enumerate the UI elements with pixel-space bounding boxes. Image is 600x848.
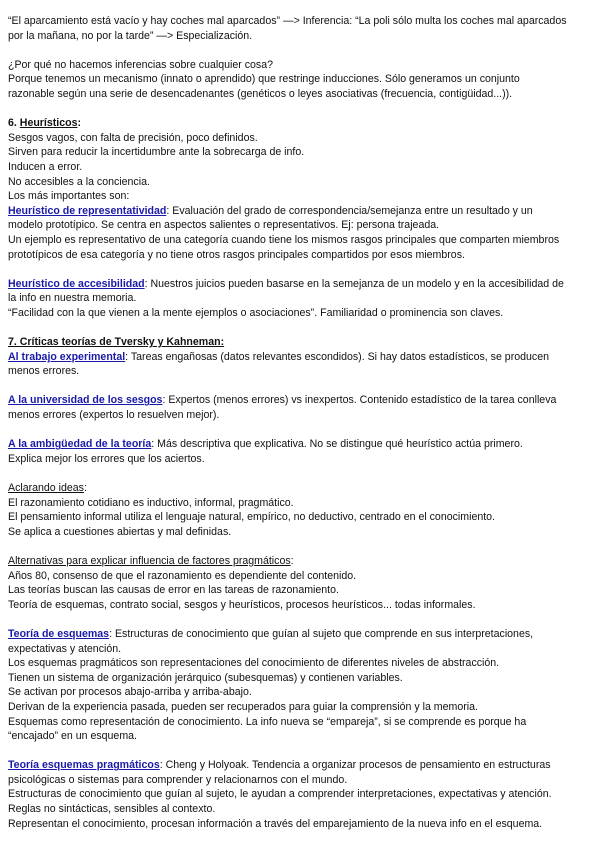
term-link-representatividad[interactable]: Heurístico de representatividad — [8, 204, 167, 217]
intro-example — [8, 14, 592, 43]
text-line: “El aparcamiento está vacío y hay coches mal aparcados” —> Inferencia: “La poli sólo multa los coches mal aparcados — [8, 15, 567, 27]
section-criticas — [8, 335, 592, 379]
text-line: psicológicas o sistemas para comprender y relacionarnos con el mundo. — [8, 773, 348, 786]
text-line: Esquemas como representación de conocimiento. La info nueva se “empareja”, si se comprende es porque ha — [8, 715, 527, 728]
text-line: Derivan de la experiencia pasada, pueden ser recuperados para guiar la comprensión y la memoria. — [8, 700, 478, 713]
text-line: Teoría de esquemas, contrato social, sesgos y heurísticos, procesos heurísticos... todas informales. — [8, 598, 476, 611]
text-line: Estructuras de conocimiento que guían al sujeto, le ayudan a comprender interpretaciones, expectativas y atención. — [8, 788, 552, 801]
text-line: modelo prototípico. Se centra en aspectos salientes o representativos. Ej: persona trajeada. — [8, 219, 440, 232]
term-link-ambiguedad[interactable]: A la ambigüedad de la teoría — [8, 438, 152, 451]
text-line: menos errores (expertos lo resuelven mejor). — [8, 409, 220, 422]
section-alternativas — [8, 554, 592, 612]
text-line: razonable según una serie de desencadenantes (genéticos o leyes asociativas (frecuencia, contigüidad...)). — [8, 87, 513, 100]
text-line: expectativas y atención. — [8, 642, 122, 655]
text-line: Sirven para reducir la incertidumbre ante la sobrecarga de info. — [8, 146, 305, 159]
section-heading: 7. Críticas teorías de Tversky y Kahneman: — [8, 336, 225, 349]
term-link-trabajo-experimental[interactable]: Al trabajo experimental — [8, 350, 126, 363]
text-line: la info en nuestra memoria. — [8, 292, 137, 305]
section-heuristicos — [8, 116, 592, 262]
text-line: Porque tenemos un mecanismo (innato o aprendido) que restringe inducciones. Sólo generamos un conjunto — [8, 73, 520, 86]
text-line: No accesibles a la conciencia. — [8, 175, 150, 188]
critica-ambiguedad: A la ambigüedad de la teoría: Más descriptiva que explicativa. No se distingue qué heurístico actúa primero. Explica mejor los errores que los aciertos. — [8, 437, 592, 466]
section-heading: 6. Heurísticos: — [8, 117, 82, 130]
subsection-heading: Alternativas para explicar influencia de factores pragmáticos: — [8, 554, 294, 567]
text-line: Se aplica a cuestiones abiertas y mal definidas. — [8, 525, 232, 538]
critica-item: Al trabajo experimental: Tareas engañosas (datos relevantes escondidos). Si hay datos estadísticos, se producen — [8, 350, 549, 363]
text-line: Un ejemplo es representativo de una categoría cuando tiene los mismos rasgos principales que comparten miembros — [8, 233, 560, 246]
text-line: menos errores. — [8, 365, 80, 378]
text-line: “encajado” en un esquema. — [8, 730, 137, 743]
paragraph-representatividad: Heurístico de representatividad: Evaluación del grado de correspondencia/semejanza entre un resultado y un — [8, 204, 533, 217]
critica-universidad: A la universidad de los sesgos: Expertos (menos errores) vs inexpertos. Contenido estadístico de la tarea conlleva menos errores (expertos lo resuelven mejor). — [8, 393, 592, 422]
term-link-teoria-esquemas[interactable]: Teoría de esquemas — [8, 627, 110, 640]
text-line: Representan el conocimiento, procesan información a través del emparejamiento de la nueva info en el esquema. — [8, 817, 543, 830]
text-line: “Facilidad con la que vienen a la mente ejemplos o asociaciones”. Familiaridad o prominencia son claves. — [8, 306, 504, 319]
text-line: por la mañana, no por la tarde” —> Especialización. — [8, 29, 253, 42]
term-link-accesibilidad[interactable]: Heurístico de accesibilidad — [8, 277, 145, 290]
term-link-esquemas-pragmaticos[interactable]: Teoría esquemas pragmáticos — [8, 759, 160, 772]
section-teoria-esquemas: Teoría de esquemas: Estructuras de conocimiento que guían al sujeto que comprende en sus interpretaciones, expectativas y atención. Los esquemas pragmáticos son representaciones del conocimiento de diferentes niveles de abstracción. Tienen un sistema de organización jerárquico (subesquemas) y contienen variables. Se activan por procesos abajo-arriba y arriba-abajo. Derivan de la experiencia pasada, pueden ser recuperados para guiar la comprensión y la memoria. Esquemas como representación de conocimiento. La info nueva se “empareja”, si se comprende es porque ha “encajado” en un esquema. — [8, 627, 592, 744]
text-line: El razonamiento cotidiano es inductivo, informal, pragmático. — [8, 496, 294, 509]
intro-question — [8, 58, 592, 102]
term-link-universidad-sesgos[interactable]: A la universidad de los sesgos — [8, 394, 163, 407]
text-line: Explica mejor los errores que los aciertos. — [8, 452, 205, 465]
text-line: El pensamiento informal utiliza el lenguaje natural, empírico, no deductivo, centrado en el conocimiento. — [8, 511, 496, 524]
text-line: Reglas no sintácticas, sensibles al contexto. — [8, 803, 216, 816]
text-line: Tienen un sistema de organización jerárquico (subesquemas) y contienen variables. — [8, 671, 403, 684]
text-line: Las teorías buscan las causas de error en las tareas de razonamiento. — [8, 584, 339, 597]
text-line: Los más importantes son: — [8, 190, 130, 203]
section-aclarando — [8, 481, 592, 539]
text-line: ¿Por qué no hacemos inferencias sobre cualquier cosa? — [8, 58, 273, 71]
text-line: prototípicos de esa categoría y no tiene otros rasgos principales compartidos por esos miembros. — [8, 248, 465, 261]
text-line: Años 80, consenso de que el razonamiento es dependiente del contenido. — [8, 569, 357, 582]
text-line: Se activan por procesos abajo-arriba y arriba-abajo. — [8, 686, 252, 699]
text-line: Los esquemas pragmáticos son representaciones del conocimiento de diferentes niveles de abstracción. — [8, 657, 500, 670]
subsection-heading: Aclarando ideas: — [8, 482, 87, 494]
paragraph-accesibilidad: Heurístico de accesibilidad: Nuestros juicios pueden basarse en la semejanza de un modelo y en la accesibilidad de la info en nuestra memoria. “Facilidad con la que vienen a la mente ejemplos o asociaciones”. Familiaridad o prominencia son claves. — [8, 277, 592, 321]
text-line: Sesgos vagos, con falta de precisión, poco definidos. — [8, 131, 258, 144]
text-line: Inducen a error. — [8, 160, 83, 173]
section-esquemas-pragmaticos: Teoría esquemas pragmáticos: Cheng y Holyoak. Tendencia a organizar procesos de pensamiento en estructuras psicológicas o sistemas para comprender y relacionarnos con el mundo. Estructuras de conocimiento que guían al sujeto, le ayudan a comprender interpretaciones, expectativas y atención. Reglas no sintácticas, sensibles al contexto. Representan el conocimiento, procesan información a través del emparejamiento de la nueva info en el esquema. — [8, 758, 592, 831]
